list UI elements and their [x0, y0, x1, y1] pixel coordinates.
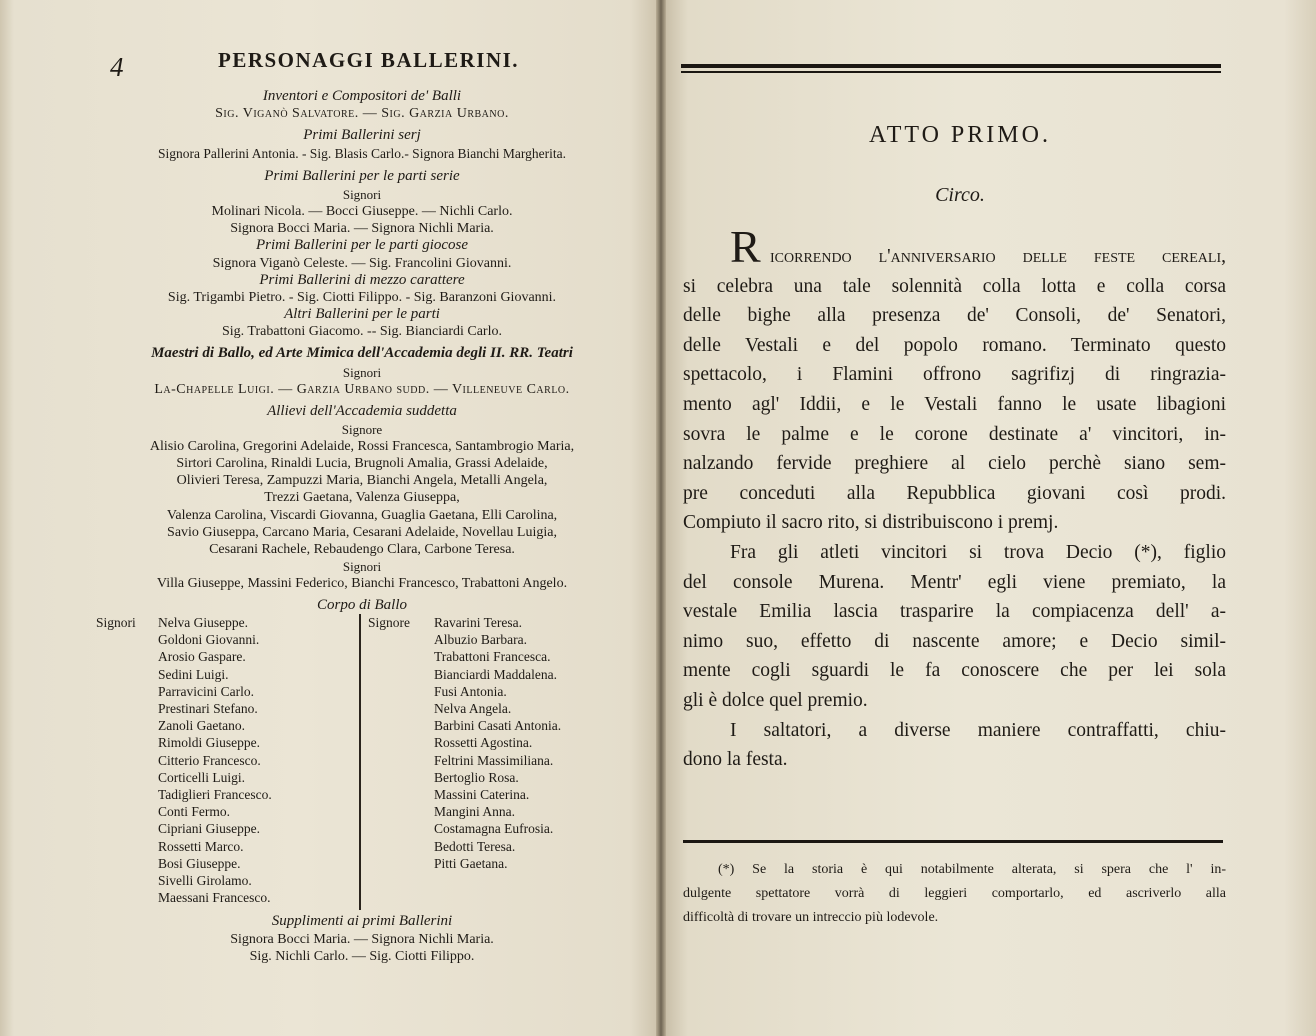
parti-giocose-heading: Primi Ballerini per le parti giocose — [255, 237, 469, 253]
allievi-line: Trezzi Gaetana, Valenza Giuseppa, — [264, 490, 460, 505]
page-number: 4 — [110, 52, 124, 82]
paragraph-line: Compiuto il sacro rito, si distribuiscono i premj. — [683, 512, 1059, 534]
dancer-name: Nelva Angela. — [434, 701, 512, 717]
allievi-line: Valenza Carolina, Viscardi Giovanna, Guaglia Gaetana, Elli Carolina, — [166, 508, 558, 523]
paragraph-line: dono la festa. — [683, 749, 788, 771]
signori-label: Signori — [342, 365, 382, 380]
parti-serie-line-1: Molinari Nicola. — Bocci Giuseppe. — Nichli Carlo. — [211, 204, 513, 219]
corpo-heading: Corpo di Ballo — [316, 597, 407, 613]
allievi-line: Cesarani Rachele, Rebaudengo Clara, Carbone Teresa. — [209, 542, 515, 557]
dancer-name: Trabattoni Francesca. — [434, 649, 551, 665]
dancer-name: Fusi Antonia. — [434, 683, 507, 699]
dancer-name: Arosio Gaspare. — [158, 649, 246, 665]
dancer-name: Bosi Giuseppe. — [158, 855, 241, 871]
paragraph-line: Fra gli atleti vincitori si trova Decio (*), figlio — [730, 542, 1226, 563]
page-title: PERSONAGGI BALLERINI. — [218, 48, 520, 72]
dancer-name: Barbini Casati Antonia. — [434, 718, 562, 734]
scene-title: Circo. — [935, 184, 985, 206]
dancer-name: Bianciardi Maddalena. — [434, 666, 557, 682]
dancer-name: Nelva Giuseppe. — [158, 615, 248, 630]
allievi-line: Alisio Carolina, Gregorini Adelaide, Rossi Francesca, Santambrogio Maria, — [149, 439, 575, 454]
paragraph-line: pre conceduti alla Repubblica giovani così prodi. — [683, 482, 1226, 504]
dancer-name: Costamagna Eufrosia. — [434, 821, 554, 837]
paragraph-line: spettacolo, i Flamini offrono sagrifizj di ringrazia- — [683, 364, 1226, 386]
inventori-names: Sig. Viganò Salvatore. — Sig. Garzia Urbano. — [215, 106, 509, 121]
dancer-name: Rossetti Marco. — [158, 838, 244, 854]
inventori-heading: Inventori e Compositori de' Balli — [262, 88, 462, 104]
maestri-heading: Maestri di Ballo, ed Arte Mimica dell'Accademia degli II. RR. Teatri — [151, 345, 573, 361]
dancer-name: Rossetti Agostina. — [434, 735, 533, 751]
altri-names: Sig. Trabattoni Giacomo. -- Sig. Bianciardi Carlo. — [222, 324, 502, 339]
paragraph-line: sovra le palme e le corone destinate a' vincitori, in- — [683, 423, 1226, 445]
corpo-right-list — [434, 614, 561, 872]
dancer-name: Ravarini Teresa. — [434, 615, 523, 630]
primi-serj-names: Signora Pallerini Antonia. - Sig. Blasis Carlo.- Signora Bianchi Margherita. — [157, 146, 567, 161]
header-rule — [681, 71, 1221, 73]
primi-serj-heading: Primi Ballerini serj — [303, 127, 421, 143]
mezzo-carattere-heading: Primi Ballerini di mezzo carattere — [259, 272, 465, 288]
dancer-name: Albuzio Barbara. — [434, 632, 527, 648]
parti-serie-line-2: Signora Bocci Maria. — Signora Nichli Maria. — [230, 221, 494, 236]
supplimenti-line-1: Signora Bocci Maria. — Signora Nichli Maria. — [230, 932, 494, 947]
dancer-name: Conti Fermo. — [158, 804, 231, 820]
dancer-name: Corticelli Luigi. — [158, 769, 245, 785]
paragraph-line: si celebra una tale solennità colla lotta e colla corsa — [683, 275, 1226, 297]
dancer-name: Pitti Gaetana. — [434, 855, 508, 871]
paragraph-line: gli è dolce quel premio. — [683, 690, 868, 711]
dancer-name: Rimoldi Giuseppe. — [158, 735, 260, 751]
paragraph-line: vestale Emilia lascia trasparire la compiacenza dell' a- — [683, 601, 1226, 623]
dancer-name: Cipriani Giuseppe. — [158, 821, 260, 837]
dancer-name: Zanoli Gaetano. — [158, 718, 245, 734]
paragraph-line: delle bighe alla presenza de' Consoli, de' Senatori, — [683, 305, 1226, 327]
corpo-left-prefix: Signori — [96, 615, 136, 630]
drop-cap: R — [730, 221, 761, 272]
dancer-name: Prestinari Stefano. — [158, 701, 258, 717]
allievi-heading: Allievi dell'Accademia suddetta — [267, 403, 457, 419]
header-rule — [681, 64, 1221, 68]
column-divider — [359, 614, 361, 910]
allievi-line: Sirtori Carolina, Rinaldi Lucia, Brugnoli Amalia, Grassi Adelaide, — [176, 456, 548, 471]
paragraph-line: I saltatori, a diverse maniere contraffatti, chiu- — [730, 719, 1226, 741]
dancer-name: Sedini Luigi. — [158, 666, 229, 682]
dancer-name: Bedotti Teresa. — [434, 838, 516, 854]
paragraph-line: mento agl' Iddii, e le Vestali fanno le usate libagioni — [683, 394, 1226, 415]
dancer-name: Citterio Francesco. — [158, 752, 261, 768]
act-title: ATTO PRIMO. — [869, 122, 1051, 148]
allievi-line: Savio Giuseppa, Carcano Maria, Cesarani Adelaide, Novellau Luigia, — [167, 525, 557, 540]
supplimenti-line-2: Sig. Nichli Carlo. — Sig. Ciotti Filippo. — [249, 949, 475, 964]
dancer-name: Bertoglio Rosa. — [434, 769, 519, 785]
book-gutter — [656, 0, 666, 1036]
dancer-name: Massini Caterina. — [434, 787, 530, 803]
dancer-name: Mangini Anna. — [434, 804, 515, 820]
signori-label: Signori — [342, 559, 382, 574]
parti-serie-heading: Primi Ballerini per le parti serie — [264, 168, 460, 184]
altri-heading: Altri Ballerini per le parti — [284, 306, 440, 322]
paragraph-line: mente cogli sguardi le fa conoscere che per lei sola — [683, 660, 1226, 682]
corpo-left-list — [158, 614, 272, 906]
dancer-name: Sivelli Girolamo. — [158, 873, 252, 889]
paragraph-line: icorrendo l'anniversario delle feste cereali, — [770, 246, 1226, 267]
footnote-line: (*) Se la storia è qui notabilmente alterata, si spera che l' in- — [718, 862, 1226, 877]
parti-giocose-names: Signora Viganò Celeste. — Sig. Francolini Giovanni. — [212, 256, 512, 271]
signore-label: Signore — [341, 422, 383, 437]
supplimenti-heading: Supplimenti ai primi Ballerini — [271, 913, 453, 929]
footnote-line: dulgente spettatore vorrà di leggieri comportarlo, ed ascriverlo alla — [683, 886, 1226, 901]
footnote-line: difficoltà di trovare un intreccio più lodevole. — [683, 910, 939, 925]
paragraph-line: delle Vestali e del popolo romano. Terminato questo — [683, 334, 1226, 356]
dancer-name: Parravicini Carlo. — [158, 683, 254, 699]
dancer-name: Feltrini Massimiliana. — [434, 752, 554, 768]
paragraph-line: nimo suo, effetto di nascente amore; e Decio simil- — [683, 630, 1226, 652]
maestri-names: La-Chapelle Luigi. — Garzia Urbano sudd. — Villeneuve Carlo. — [154, 382, 570, 397]
mezzo-carattere-names: Sig. Trigambi Pietro. - Sig. Ciotti Filippo. - Sig. Baranzoni Giovanni. — [167, 290, 557, 305]
dancer-name: Goldoni Giovanni. — [158, 632, 260, 648]
paragraph-line: del console Murena. Mentr' egli viene premiato, la — [683, 571, 1226, 593]
dancer-name: Tadiglieri Francesco. — [158, 787, 272, 803]
paragraph-line: nalzando fervide preghiere al cielo perchè siano sem- — [683, 453, 1226, 475]
allievi-line: Olivieri Teresa, Zampuzzi Maria, Bianchi Angela, Metalli Angela, — [176, 473, 548, 488]
footnote-rule — [683, 840, 1223, 843]
allievi-signori-line: Villa Giuseppe, Massini Federico, Bianchi Francesco, Trabattoni Angelo. — [156, 576, 568, 591]
corpo-right-prefix: Signore — [368, 615, 410, 630]
dancer-name: Maessani Francesco. — [158, 890, 271, 906]
signori-label: Signori — [342, 187, 382, 202]
